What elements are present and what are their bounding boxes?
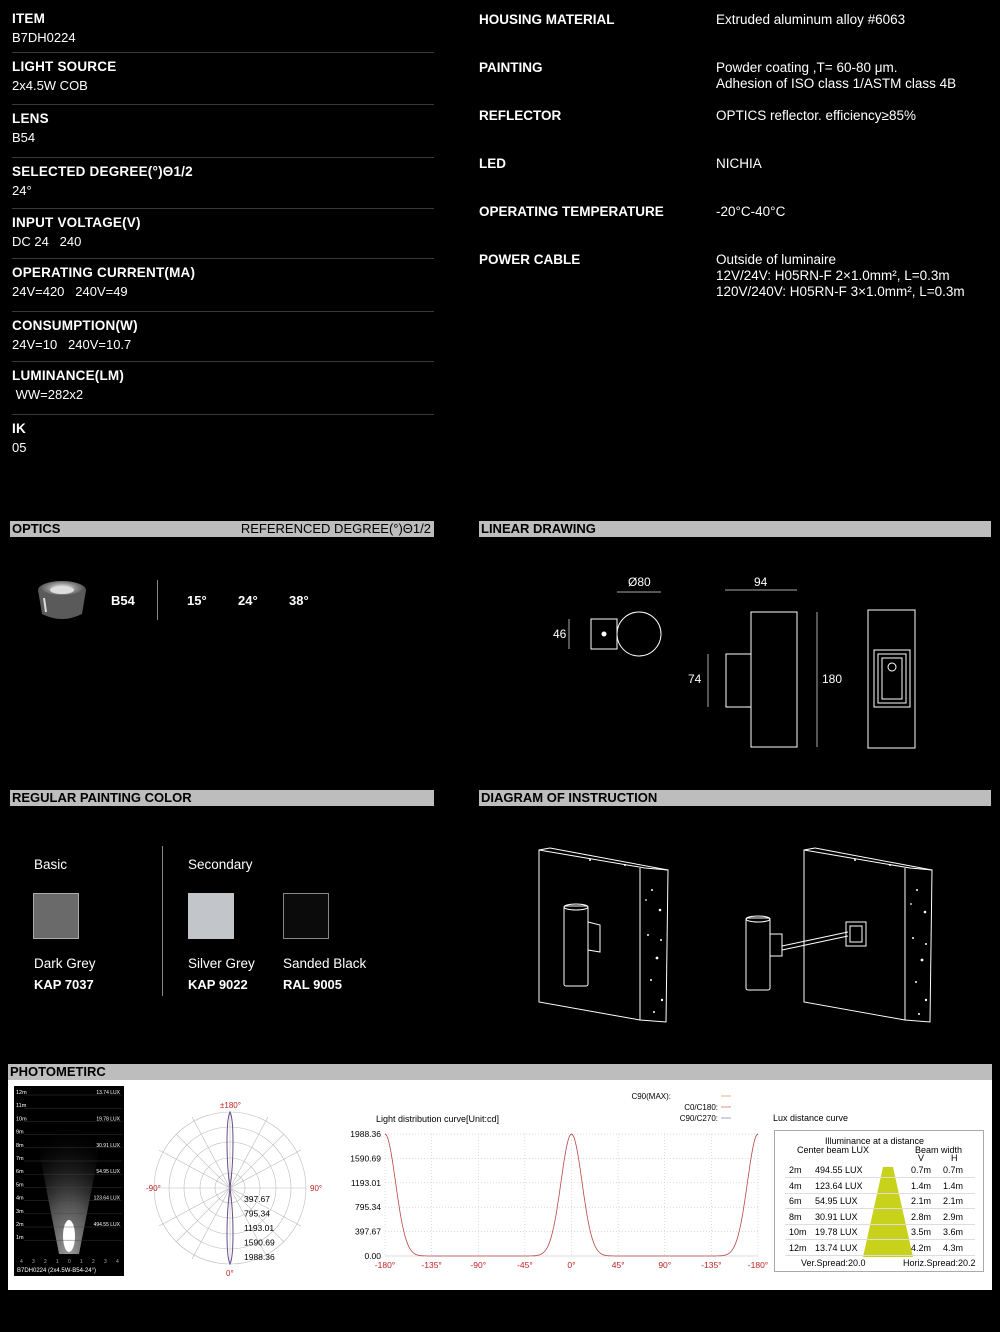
spec-label: LENS: [12, 111, 49, 126]
spec-label: LUMINANCE(LM): [12, 368, 125, 383]
lux-vspread: Ver.Spread:20.0: [801, 1258, 866, 1268]
color-divider: [162, 846, 163, 996]
optics-degree-24: 24°: [238, 593, 258, 608]
optics-title: OPTICS: [12, 521, 61, 536]
lux-cell-lux: 494.55 LUX: [815, 1165, 863, 1175]
polar-diagram: [148, 1100, 328, 1278]
optics-subtitle: REFERENCED DEGREE(°)Θ1/2: [240, 521, 431, 536]
spec-label: LED: [479, 156, 506, 171]
spec-value: Adhesion of ISO class 1/ASTM class 4B: [716, 76, 957, 91]
lux-cone: [863, 1167, 913, 1257]
installation-diagram: [530, 840, 940, 1030]
lux-head1: Illuminance at a distance: [825, 1136, 925, 1146]
lux-cell-d: 8m: [789, 1211, 802, 1222]
lux-head-h: H: [951, 1153, 958, 1163]
lux-row-divider: [785, 1193, 975, 1194]
isolux-row-label: 11m: [16, 1103, 27, 1110]
lux-cell-v: 4.2m: [911, 1242, 932, 1253]
legend-c90-c270: C90/C270:: [679, 1114, 718, 1123]
optics-section-bar: [10, 521, 434, 537]
curve-xtick: -135°: [421, 1260, 442, 1270]
polar-ring-label: 1590.69: [244, 1237, 275, 1248]
color-swatch-dark-grey: [33, 893, 79, 939]
polar-label-right: 90°: [310, 1184, 323, 1193]
curve-xtick: -135°: [701, 1260, 722, 1270]
spec-value: 120V/240V: H05RN-F 3×1.0mm², L=0.3m: [716, 284, 965, 299]
curve-ytick: 1988.36: [350, 1129, 381, 1139]
spec-row: [12, 368, 434, 415]
spec-label: HOUSING MATERIAL: [479, 12, 615, 27]
color-code-sanded-black: RAL 9005: [283, 977, 343, 992]
spec-value: NICHIA: [716, 156, 762, 171]
isolux-row-label: 4m: [16, 1195, 24, 1202]
legend-c90-max: C90(MAX):: [631, 1092, 671, 1101]
isolux-row-label: 7m: [16, 1156, 24, 1162]
lux-cell-lux: 19.78 LUX: [815, 1227, 858, 1237]
spec-value: Outside of luminaire: [716, 252, 837, 267]
curve-xtick: 45°: [611, 1260, 625, 1270]
lux-cell-h: 2.1m: [943, 1196, 964, 1206]
color-name-dark-grey: Dark Grey: [34, 956, 96, 971]
color-code-silver-grey: KAP 9022: [188, 977, 248, 992]
spec-label: POWER CABLE: [479, 252, 581, 267]
spec-value: 24V=420 240V=49: [12, 284, 128, 299]
spec-value: B7DH0224: [12, 30, 76, 45]
isolux-diagram: [14, 1086, 124, 1276]
spec-label: OPERATING CURRENT(MA): [12, 265, 196, 280]
polar-label-top: ±180°: [220, 1101, 241, 1110]
color-swatch-silver-grey: [188, 893, 234, 939]
lux-cell-d: 4m: [789, 1180, 802, 1191]
polar-ring-label: 795.34: [244, 1208, 270, 1219]
isolux-lux-label: 19.78 LUX: [96, 1116, 120, 1123]
lux-cell-h: 0.7m: [943, 1165, 964, 1175]
isolux-axis-tick: 4: [116, 1259, 119, 1265]
isolux-row-label: 1m: [16, 1235, 24, 1242]
curve-xtick: -180°: [374, 1260, 396, 1270]
lux-row-divider: [785, 1255, 975, 1256]
lux-cell-d: 2m: [789, 1165, 802, 1175]
lux-cell-v: 2.1m: [911, 1196, 932, 1206]
isolux-row-label: 10m: [16, 1116, 27, 1123]
isolux-row-label: 6m: [16, 1169, 24, 1176]
polar-ring-label: 1988.36: [244, 1252, 275, 1262]
color-code-dark-grey: KAP 7037: [34, 977, 94, 992]
isolux-row-label: 2m: [16, 1222, 24, 1228]
linear-drawing-title: LINEAR DRAWING: [481, 521, 596, 536]
lux-cell-lux: 30.91 LUX: [815, 1211, 858, 1222]
lux-cell-v: 3.5m: [911, 1227, 932, 1237]
color-name-silver-grey: Silver Grey: [188, 956, 255, 971]
linear-drawing-bar: [479, 521, 991, 537]
lux-cell-h: 1.4m: [943, 1180, 964, 1191]
isolux-row-label: 3m: [16, 1208, 24, 1215]
optics-degree-38: 38°: [289, 593, 309, 608]
lux-cell-v: 2.8m: [911, 1211, 932, 1222]
isolux-axis-tick: 1: [80, 1259, 83, 1265]
lux-hspread: Horiz.Spread:20.2: [903, 1258, 976, 1268]
dim-body-short: 74: [688, 672, 702, 686]
lux-title: Lux distance curve: [773, 1113, 849, 1123]
lux-cell-d: 12m: [789, 1242, 807, 1253]
isolux-lux-label: 54.95 LUX: [96, 1169, 120, 1176]
spec-label: PAINTING: [479, 60, 543, 75]
spec-row: [12, 318, 434, 362]
lens-icon: [34, 576, 90, 624]
lux-cell-v: 0.7m: [911, 1165, 932, 1175]
polar-ring-label: 1193.01: [244, 1223, 275, 1233]
dim-height-small: 46: [553, 627, 567, 641]
lux-cell-lux: 13.74 LUX: [815, 1242, 858, 1253]
optics-lens-label: B54: [111, 593, 135, 608]
spec-value: OPTICS reflector. efficiency≥85%: [716, 108, 916, 123]
lux-row-divider: [785, 1224, 975, 1225]
curve-ytick: 397.67: [355, 1226, 381, 1237]
isolux-axis-tick: 1: [56, 1259, 59, 1265]
curve-ytick: 795.34: [355, 1202, 381, 1213]
curve-ytick: 1590.69: [350, 1153, 381, 1164]
polar-label-left: -90°: [146, 1184, 161, 1193]
spec-value: Powder coating ,T= 60-80 μm.: [716, 60, 898, 75]
spec-value: DC 24 240: [12, 234, 82, 249]
spec-value: 2x4.5W COB: [12, 78, 88, 93]
lux-cell-lux: 123.64 LUX: [815, 1180, 863, 1191]
instruction-title: DIAGRAM OF INSTRUCTION: [481, 790, 658, 805]
spec-value: Extruded aluminum alloy #6063: [716, 12, 906, 27]
optics-divider: [157, 580, 158, 620]
spec-value: 24°: [12, 183, 32, 198]
lux-head2: Center beam LUX: [797, 1145, 870, 1155]
photometric-bar: [8, 1064, 992, 1080]
isolux-lux-label: 494.55 LUX: [93, 1222, 120, 1228]
spec-label: SELECTED DEGREE(°)Θ1/2: [12, 164, 193, 179]
spec-label: IK: [12, 421, 26, 436]
spec-value: B54: [12, 130, 36, 145]
spec-row: [12, 111, 434, 158]
dim-diameter: Ø80: [628, 575, 651, 589]
polar-label-bottom: 0°: [226, 1269, 234, 1278]
lux-cell-h: 4.3m: [943, 1242, 964, 1253]
legend-c0-c180: C0/C180:: [684, 1103, 718, 1112]
spec-value: 24V=10 240V=10.7: [12, 337, 132, 352]
spec-row: [12, 59, 434, 105]
isolux-axis-tick: 3: [104, 1259, 107, 1265]
isolux-lux-label: 30.91 LUX: [96, 1142, 120, 1149]
optics-degree-15: 15°: [187, 593, 207, 608]
isolux-axis-tick: 2: [92, 1259, 95, 1265]
curve-xtick: -90°: [470, 1260, 487, 1270]
painting-color-title: REGULAR PAINTING COLOR: [12, 790, 192, 805]
isolux-caption: B7DH0224 (2x4.5W-B54-24°): [17, 1268, 96, 1274]
spec-label: REFLECTOR: [479, 108, 562, 123]
color-swatch-sanded-black: [283, 893, 329, 939]
spec-value: -20°C-40°C: [716, 204, 786, 219]
instruction-bar: [479, 790, 991, 806]
spec-label: ITEM: [12, 11, 46, 26]
isolux-lux-label: 123.64 LUX: [93, 1195, 120, 1202]
lux-head3: Beam width: [915, 1145, 963, 1155]
light-distribution-chart: [333, 1088, 769, 1278]
dim-depth: 94: [754, 575, 768, 589]
photometric-panel: [8, 1080, 992, 1290]
lux-cell-h: 2.9m: [943, 1211, 964, 1222]
spec-value: WW=282x2: [12, 387, 84, 402]
isolux-axis-tick: 3: [32, 1259, 35, 1265]
curve-xtick: -180°: [747, 1260, 769, 1270]
lux-row-divider: [785, 1208, 975, 1209]
lux-cell-d: 6m: [789, 1196, 802, 1206]
polar-ring-label: 397.67: [244, 1194, 270, 1204]
isolux-axis-tick: 4: [20, 1259, 23, 1265]
spec-row: [12, 164, 434, 209]
color-name-sanded-black: Sanded Black: [283, 956, 367, 971]
painting-color-bar: [10, 790, 434, 806]
spec-row: [12, 421, 434, 461]
spec-value: 12V/24V: H05RN-F 2×1.0mm², L=0.3m: [716, 268, 950, 283]
spec-label: CONSUMPTION(W): [12, 318, 138, 333]
isolux-row-label: 9m: [16, 1129, 24, 1136]
photometric-title: PHOTOMETIRC: [10, 1064, 106, 1079]
lux-head-v: V: [918, 1153, 925, 1163]
isolux-lux-label: 13.74 LUX: [96, 1090, 120, 1096]
linear-drawing: [540, 570, 940, 755]
lux-cell-d: 10m: [789, 1227, 807, 1237]
basic-label: Basic: [34, 857, 68, 872]
curve-xtick: 90°: [658, 1260, 672, 1270]
isolux-row-label: 12m: [16, 1090, 27, 1096]
dim-body-tall: 180: [822, 672, 843, 686]
secondary-label: Secondary: [188, 857, 253, 872]
spec-row: [12, 215, 434, 259]
isolux-row-label: 5m: [16, 1182, 24, 1189]
lux-cell-v: 1.4m: [911, 1180, 932, 1191]
curve-ytick: 1193.01: [350, 1177, 381, 1188]
isolux-row-label: 8m: [16, 1142, 24, 1149]
spec-row: [12, 265, 434, 312]
spec-row: [12, 11, 434, 53]
lux-cell-lux: 54.95 LUX: [815, 1196, 858, 1206]
lux-row-divider: [785, 1239, 975, 1240]
spec-label: INPUT VOLTAGE(V): [12, 215, 141, 230]
isolux-axis-tick: 2: [44, 1259, 47, 1265]
spec-label: LIGHT SOURCE: [12, 59, 117, 74]
curve-xtick: -45°: [517, 1260, 533, 1270]
isolux-axis-tick: 0: [68, 1259, 71, 1265]
spec-label: OPERATING TEMPERATURE: [479, 204, 664, 219]
lux-table-box: [774, 1130, 984, 1272]
curve-ytick: 0.00: [364, 1251, 381, 1261]
spec-value: 05: [12, 440, 27, 455]
curve-xtick: 0°: [567, 1260, 576, 1270]
curve-title: Light distribution curve[Unit:cd]: [376, 1114, 500, 1124]
lux-row-divider: [785, 1177, 975, 1178]
lux-cell-h: 3.6m: [943, 1227, 964, 1237]
